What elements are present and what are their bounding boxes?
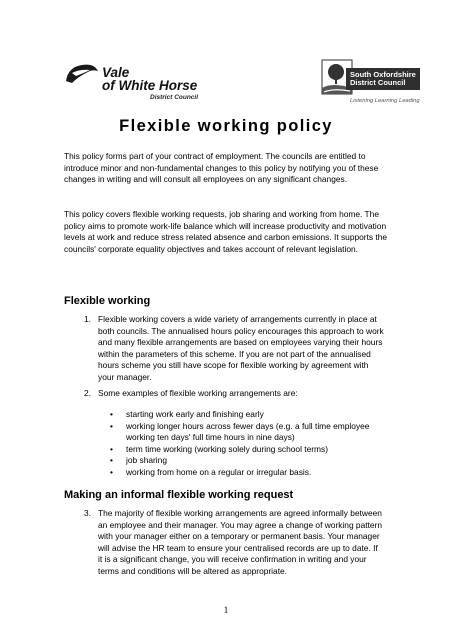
bullet-icon: • <box>110 455 113 466</box>
list-item <box>110 467 400 479</box>
south-logo-line2: District Council <box>350 78 406 87</box>
item-number: 1. <box>84 314 91 324</box>
page-title: Flexible working policy <box>119 117 333 135</box>
south-oxfordshire-name-band <box>346 68 420 90</box>
intro-paragraph-1: This policy forms part of your contract of employment. The councils are entitled to introduce minor and non-fundamental changes to this policy by notifying you of these changes in writing and will consult all employees on any significant changes. <box>64 151 379 185</box>
list-item-text: starting work early and finishing early <box>126 409 264 419</box>
section-heading-flexible-working: Flexible working <box>64 295 151 307</box>
item-number: 3. <box>84 508 91 518</box>
bullet-icon: • <box>110 420 113 431</box>
list-item <box>110 409 400 421</box>
south-logo-tagline: Listening Learning Leading <box>350 98 420 104</box>
white-horse-icon <box>64 61 100 85</box>
list-item-text: term time working (working solely during school terms) <box>126 443 328 454</box>
vale-logo-subtitle: District Council <box>150 94 199 101</box>
south-logo-line1: South Oxfordshire <box>350 70 416 79</box>
south-oxfordshire-logo <box>320 58 420 108</box>
item-number: 2. <box>84 388 91 398</box>
list-item-text: working longer hours across fewer days (e.g. a full time employee working ten days' full time hours in nine days) <box>126 420 370 443</box>
list-item <box>110 421 400 444</box>
item-text: Some examples of flexible working arrangements are: <box>98 388 298 398</box>
item-text: The majority of flexible working arrangements are agreed informally between an employee and their manager. You may agree a change of working pattern with your manager either on a temporary or permanent basis. Your manager will advise the HR team to ensure your centralised records are up to date. If it is a significant change, you will receive confirmation in writing and your terms and conditions will be altered as appropriate. <box>98 508 383 576</box>
numbered-item-1 <box>64 314 394 384</box>
bullet-icon: • <box>110 466 113 477</box>
list-item-text: job sharing <box>126 455 167 466</box>
vale-logo-line2: of White Horse <box>102 78 198 93</box>
bullet-icon: • <box>110 409 113 419</box>
intro-paragraph-2: This policy covers flexible working requests, job sharing and working from home. The policy aims to promote work-life balance which will increase productivity and motivation levels at work and reduce stress related absence and carbon emissions. It supports the councils' corporate equality objectives and takes account of relevant legislation. <box>64 209 388 254</box>
list-item <box>110 444 400 456</box>
page-number: 1 <box>223 605 229 615</box>
bullet-icon: • <box>110 443 113 454</box>
item-text: Flexible working covers a wide variety of arrangements currently in place at both councils. The annualised hours policy encourages this approach to work and many flexible arrangements are based on employees varying their hours within the parameters of this scheme. If you are not part of the annualised hours scheme you still have scope for flexible working by agreement with your manager. <box>98 314 384 382</box>
vale-logo-line1: Vale <box>102 65 130 80</box>
section-heading-informal-request: Making an informal flexible working request <box>64 489 294 501</box>
flexible-arrangements-list <box>110 409 400 479</box>
list-item <box>110 455 400 467</box>
vale-of-white-horse-logo <box>62 58 212 108</box>
vale-logo-name <box>102 66 197 92</box>
numbered-item-3 <box>64 508 394 578</box>
numbered-item-2 <box>64 388 394 400</box>
list-item-text: working from home on a regular or irregular basis. <box>126 466 312 477</box>
